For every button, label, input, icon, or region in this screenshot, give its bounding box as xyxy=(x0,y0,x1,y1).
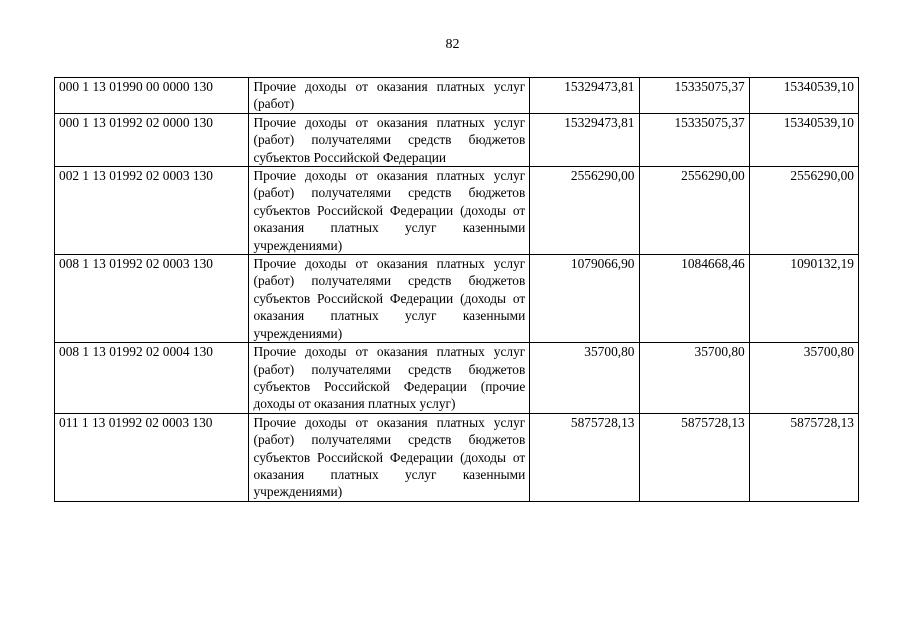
description-cell: Прочие доходы от оказания платных услуг (работ) получателями средств бюджетов субъектов Российской Федерации (доходы от оказания платных услуг казенными учреждениями) xyxy=(249,255,530,343)
amount-year-2-cell: 2556290,00 xyxy=(639,167,749,255)
amount-year-2-cell: 5875728,13 xyxy=(639,413,749,501)
description-cell: Прочие доходы от оказания платных услуг (работ) получателями средств бюджетов субъектов Российской Федерации (прочие доходы от оказания платных услуг) xyxy=(249,343,530,414)
amount-year-2-cell: 35700,80 xyxy=(639,343,749,414)
amount-year-3-cell: 1090132,19 xyxy=(749,255,858,343)
amount-year-1-cell: 35700,80 xyxy=(530,343,639,414)
amount-year-3-cell: 5875728,13 xyxy=(749,413,858,501)
description-cell: Прочие доходы от оказания платных услуг (работ) получателями средств бюджетов субъектов Российской Федерации (доходы от оказания платных услуг казенными учреждениями) xyxy=(249,167,530,255)
amount-year-3-cell: 15340539,10 xyxy=(749,113,858,166)
description-cell: Прочие доходы от оказания платных услуг (работ) получателями средств бюджетов субъектов Российской Федерации xyxy=(249,113,530,166)
budget-code-cell: 002 1 13 01992 02 0003 130 xyxy=(55,167,249,255)
amount-year-1-cell: 2556290,00 xyxy=(530,167,639,255)
budget-code-cell: 000 1 13 01990 00 0000 130 xyxy=(55,78,249,114)
amount-year-2-cell: 15335075,37 xyxy=(639,78,749,114)
amount-year-1-cell: 15329473,81 xyxy=(530,78,639,114)
budget-code-cell: 008 1 13 01992 02 0004 130 xyxy=(55,343,249,414)
page-number: 82 xyxy=(445,37,460,52)
amount-year-3-cell: 15340539,10 xyxy=(749,78,858,114)
amount-year-2-cell: 15335075,37 xyxy=(639,113,749,166)
revenue-table xyxy=(54,77,859,502)
amount-year-1-cell: 5875728,13 xyxy=(530,413,639,501)
description-cell: Прочие доходы от оказания платных услуг (работ) xyxy=(249,78,530,114)
amount-year-2-cell: 1084668,46 xyxy=(639,255,749,343)
budget-code-cell: 008 1 13 01992 02 0003 130 xyxy=(55,255,249,343)
description-cell: Прочие доходы от оказания платных услуг (работ) получателями средств бюджетов субъектов Российской Федерации (доходы от оказания платных услуг казенными учреждениями) xyxy=(249,413,530,501)
budget-code-cell: 011 1 13 01992 02 0003 130 xyxy=(55,413,249,501)
table-row xyxy=(55,255,859,343)
budget-code-cell: 000 1 13 01992 02 0000 130 xyxy=(55,113,249,166)
table-row xyxy=(55,167,859,255)
table-row xyxy=(55,343,859,414)
amount-year-1-cell: 1079066,90 xyxy=(530,255,639,343)
amount-year-3-cell: 2556290,00 xyxy=(749,167,858,255)
table-row xyxy=(55,113,859,166)
amount-year-1-cell: 15329473,81 xyxy=(530,113,639,166)
amount-year-3-cell: 35700,80 xyxy=(749,343,858,414)
table-row xyxy=(55,78,859,114)
table-row xyxy=(55,413,859,501)
